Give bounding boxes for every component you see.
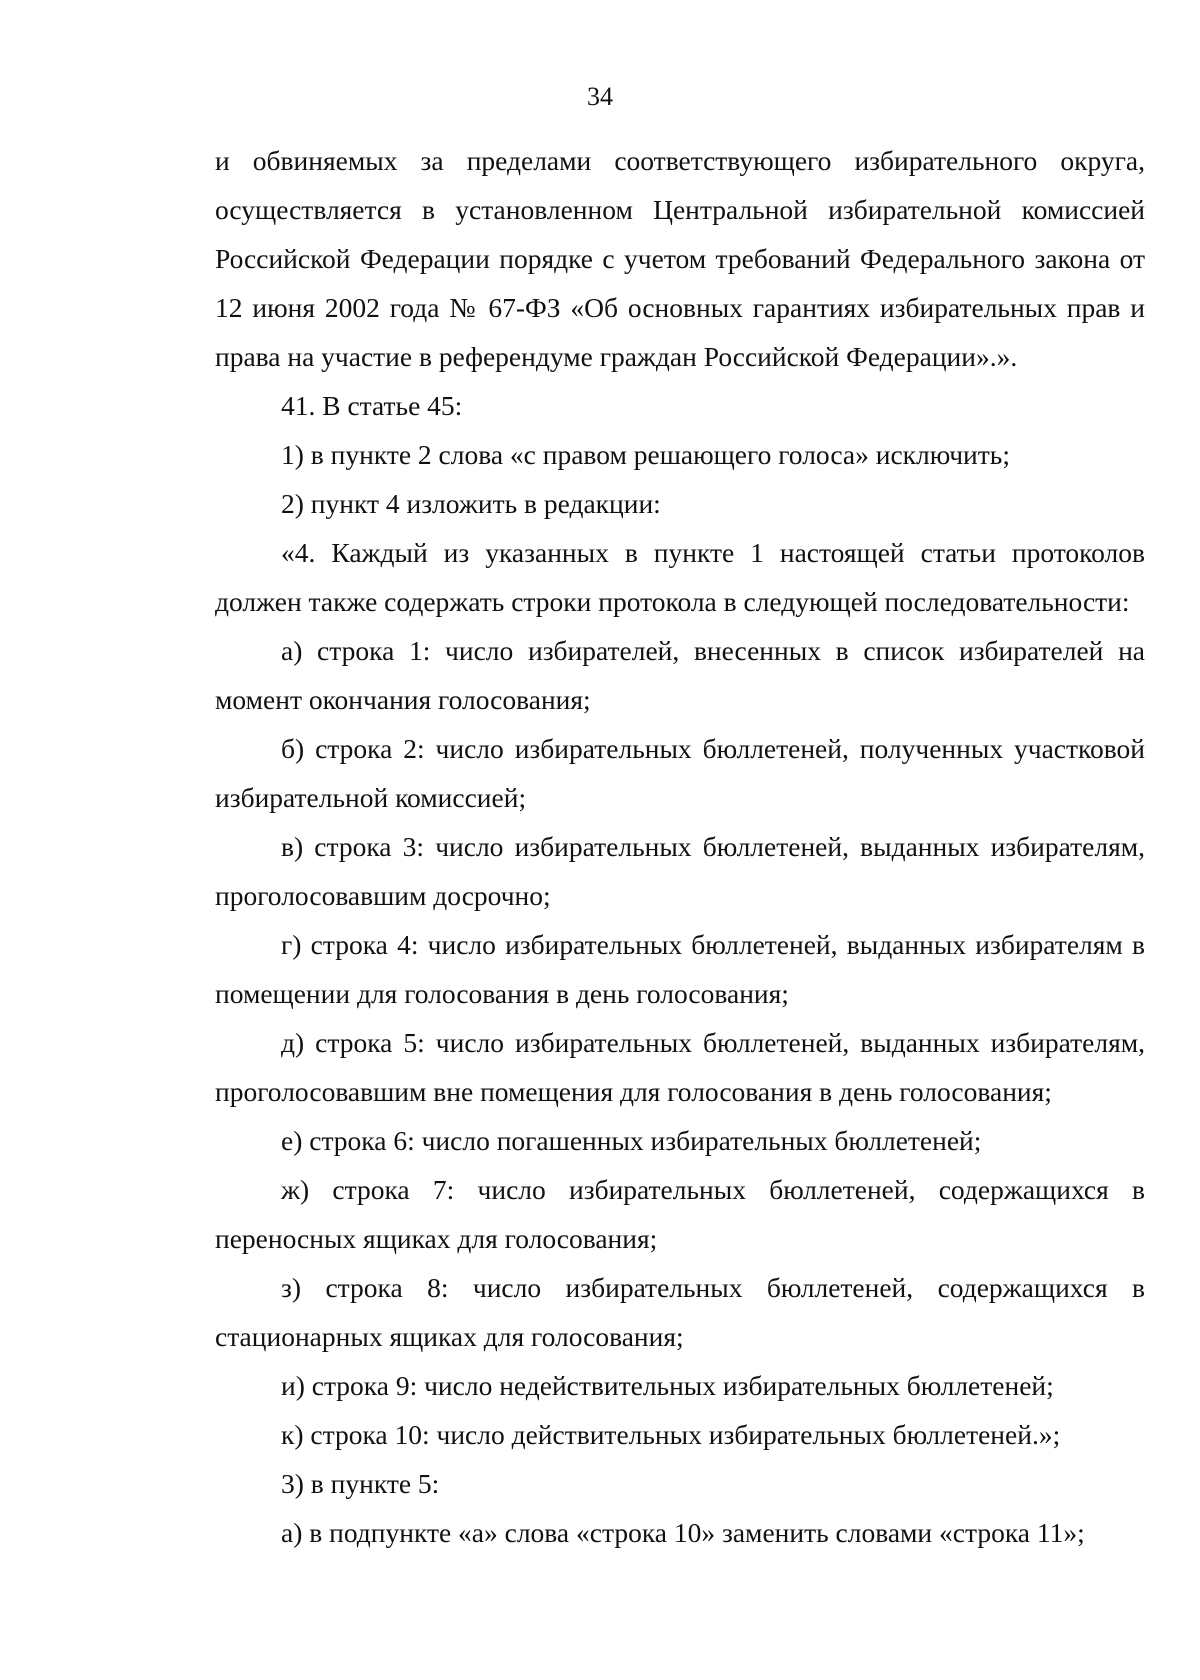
paragraph-line-7: ж) строка 7: число избирательных бюллетеней, содержащихся в переносных ящиках для голосования;: [215, 1174, 1145, 1254]
document-body: [215, 136, 1145, 1557]
paragraph-line-10: к) строка 10: число действительных избирательных бюллетеней.»;: [281, 1419, 1061, 1450]
paragraph-line-6: е) строка 6: число погашенных избирательных бюллетеней;: [281, 1125, 982, 1156]
page-number: 34: [587, 82, 613, 111]
paragraph-subitem-a: а) в подпункте «а» слова «строка 10» заменить словами «строка 11»;: [281, 1517, 1085, 1548]
paragraph-line-5: д) строка 5: число избирательных бюллетеней, выданных избирателям, проголосовавшим вне помещения для голосования в день голосования;: [215, 1027, 1145, 1107]
paragraph-line-8: з) строка 8: число избирательных бюллетеней, содержащихся в стационарных ящиках для голосования;: [215, 1272, 1145, 1352]
paragraph-continuation: и обвиняемых за пределами соответствующего избирательного округа, осуществляется в установленном Центральной избирательной комиссией Российской Федерации порядке с учетом требований Федерального закона от 12 июня 2002 года № 67-ФЗ «Об основных гарантиях избирательных прав и права на участие в референдуме граждан Российской Федерации».».: [215, 145, 1145, 372]
paragraph-item-1: 1) в пункте 2 слова «с правом решающего голоса» исключить;: [281, 439, 1010, 470]
paragraph-line-1: а) строка 1: число избирателей, внесенных в список избирателей на момент окончания голосования;: [215, 635, 1145, 715]
paragraph-item-3: 3) в пункте 5:: [281, 1468, 440, 1499]
paragraph-line-3: в) строка 3: число избирательных бюллетеней, выданных избирателям, проголосовавшим досрочно;: [215, 831, 1145, 911]
paragraph-line-4: г) строка 4: число избирательных бюллетеней, выданных избирателям в помещении для голосования в день голосования;: [215, 929, 1145, 1009]
paragraph-item-2: 2) пункт 4 изложить в редакции:: [281, 488, 661, 519]
paragraph-line-9: и) строка 9: число недействительных избирательных бюллетеней;: [281, 1370, 1054, 1401]
paragraph-point-4: «4. Каждый из указанных в пункте 1 настоящей статьи протоколов должен также содержать строки протокола в следующей последовательности:: [215, 537, 1145, 617]
paragraph-line-2: б) строка 2: число избирательных бюллетеней, полученных участковой избирательной комиссией;: [215, 733, 1145, 813]
paragraph-article-45: 41. В статье 45:: [281, 390, 463, 421]
